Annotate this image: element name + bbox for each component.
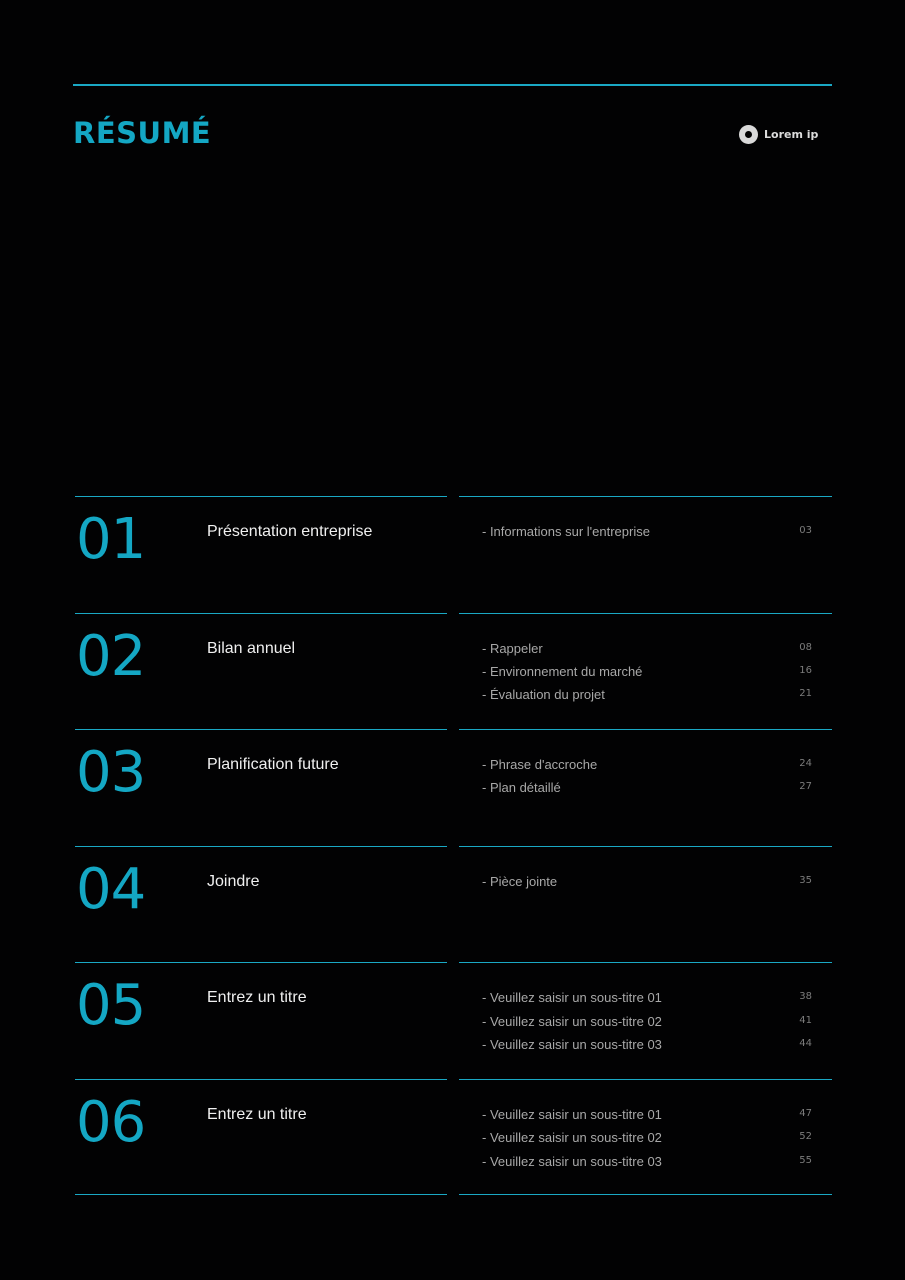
page-number: 52 bbox=[799, 1131, 812, 1143]
section-rule-right bbox=[459, 846, 832, 847]
subsection-list bbox=[482, 524, 812, 547]
page-number: 24 bbox=[799, 758, 812, 770]
subsection-label: - Évaluation du projet bbox=[482, 687, 605, 703]
section-title[interactable]: Joindre bbox=[207, 872, 260, 890]
subsection-item[interactable] bbox=[482, 524, 812, 547]
subsection-item[interactable] bbox=[482, 687, 812, 710]
subsection-item[interactable] bbox=[482, 1130, 812, 1153]
section-rule-left bbox=[75, 729, 447, 730]
subsection-label: - Veuillez saisir un sous-titre 03 bbox=[482, 1153, 662, 1169]
subsection-label: - Plan détaillé bbox=[482, 780, 561, 796]
subsection-list bbox=[482, 874, 812, 897]
toc-section[interactable] bbox=[0, 846, 905, 963]
logo-text: Lorem ip bbox=[764, 128, 819, 141]
subsection-label: - Phrase d'accroche bbox=[482, 757, 598, 773]
subsection-label: - Veuillez saisir un sous-titre 02 bbox=[482, 1013, 662, 1029]
logo-icon bbox=[739, 125, 758, 144]
subsection-list bbox=[482, 1107, 812, 1177]
section-title[interactable]: Bilan annuel bbox=[207, 639, 296, 657]
header-rule bbox=[73, 84, 832, 86]
section-title[interactable]: Planification future bbox=[207, 756, 339, 774]
section-rule-left bbox=[75, 496, 447, 497]
toc-section[interactable] bbox=[0, 729, 905, 846]
page-number: 03 bbox=[799, 525, 812, 536]
section-number: 02 bbox=[76, 623, 146, 689]
subsection-item[interactable] bbox=[482, 1107, 812, 1130]
subsection-list bbox=[482, 641, 812, 711]
bottom-rule-left bbox=[75, 1194, 447, 1195]
page-number: 27 bbox=[799, 781, 812, 793]
section-rule-right bbox=[459, 729, 832, 730]
page-number: 08 bbox=[799, 641, 812, 653]
subsection-label: - Veuillez saisir un sous-titre 01 bbox=[482, 990, 662, 1006]
section-rule-left bbox=[75, 1079, 447, 1080]
section-number: 01 bbox=[76, 507, 146, 572]
toc-section[interactable] bbox=[0, 1079, 905, 1196]
section-title[interactable]: Présentation entreprise bbox=[207, 523, 373, 540]
page-number: 35 bbox=[799, 874, 812, 886]
subsection-label: - Veuillez saisir un sous-titre 03 bbox=[482, 1036, 662, 1052]
subsection-item[interactable] bbox=[482, 1014, 812, 1037]
subsection-label: - Pièce jointe bbox=[482, 873, 558, 889]
subsection-item[interactable] bbox=[482, 1037, 812, 1060]
subsection-item[interactable] bbox=[482, 780, 812, 803]
subsection-list bbox=[482, 757, 812, 804]
page-number: 55 bbox=[799, 1154, 812, 1166]
subsection-item[interactable] bbox=[482, 990, 812, 1013]
subsection-label: - Veuillez saisir un sous-titre 01 bbox=[482, 1107, 662, 1122]
page-number: 16 bbox=[799, 664, 812, 676]
toc-section[interactable] bbox=[0, 613, 905, 730]
subsection-item[interactable] bbox=[482, 757, 812, 780]
toc-section[interactable] bbox=[0, 496, 905, 613]
section-title[interactable]: Entrez un titre bbox=[207, 1106, 307, 1123]
bottom-rule-right bbox=[459, 1194, 832, 1195]
section-number: 04 bbox=[76, 856, 146, 922]
page-number: 41 bbox=[799, 1014, 812, 1026]
page-number: 21 bbox=[799, 688, 812, 700]
subsection-label: - Informations sur l'entreprise bbox=[482, 524, 650, 539]
toc-section[interactable] bbox=[0, 962, 905, 1079]
section-rule-right bbox=[459, 962, 832, 963]
page-number: 44 bbox=[799, 1037, 812, 1049]
subsection-list bbox=[482, 990, 812, 1060]
subsection-item[interactable] bbox=[482, 641, 812, 664]
section-rule-right bbox=[459, 496, 832, 497]
subsection-item[interactable] bbox=[482, 1154, 812, 1177]
section-number: 05 bbox=[76, 973, 146, 1039]
section-rule-left bbox=[75, 613, 447, 614]
section-rule-left bbox=[75, 962, 447, 963]
page-number: 47 bbox=[799, 1108, 812, 1119]
subsection-label: - Veuillez saisir un sous-titre 02 bbox=[482, 1130, 662, 1146]
section-number: 06 bbox=[76, 1090, 146, 1155]
page-title: RÉSUMÉ bbox=[73, 116, 212, 150]
section-number: 03 bbox=[76, 740, 146, 806]
subsection-item[interactable] bbox=[482, 874, 812, 897]
subsection-label: - Environnement du marché bbox=[482, 663, 643, 679]
section-rule-right bbox=[459, 613, 832, 614]
subsection-label: - Rappeler bbox=[482, 640, 543, 656]
section-title[interactable]: Entrez un titre bbox=[207, 989, 307, 1007]
brand-logo bbox=[739, 125, 818, 144]
section-rule-left bbox=[75, 846, 447, 847]
page-number: 38 bbox=[799, 991, 812, 1003]
subsection-item[interactable] bbox=[482, 664, 812, 687]
section-rule-right bbox=[459, 1079, 832, 1080]
